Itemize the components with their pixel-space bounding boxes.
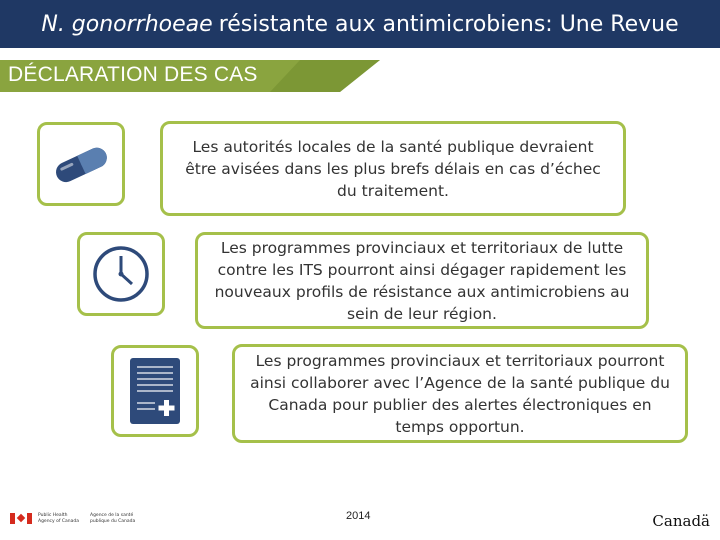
agency-name-fr: Agence de la santé publique du Canada <box>90 513 136 524</box>
icon-box-2 <box>77 232 165 316</box>
icon-box-1 <box>37 122 125 206</box>
card-text-2: Les programmes provinciaux et territoriaux de lutte contre les ITS pourront ainsi dégager rapidement les nouveaux profils de résistance aux antimicrobiens au sein de leur région. <box>195 232 649 329</box>
clock-icon <box>91 244 151 304</box>
section-banner <box>0 60 380 92</box>
pill-capsule-icon <box>46 139 116 189</box>
title-organism: N. gonorrhoeae <box>41 11 213 37</box>
canada-flag-icon <box>10 513 32 524</box>
slide-title-bar <box>0 0 720 48</box>
footer-agency-signature <box>10 513 146 524</box>
medical-document-icon <box>128 356 182 426</box>
card-text-1: Les autorités locales de la santé publique devraient être avisées dans les plus brefs délais en cas d’échec du traitement. <box>160 121 626 216</box>
card-text-3: Les programmes provinciaux et territoriaux pourront ainsi collaborer avec l’Agence de la santé publique du Canada pour publier des alertes électroniques en temps opportun. <box>232 344 688 443</box>
footer-year: 2014 <box>346 510 371 522</box>
title-text: résistante aux antimicrobiens: Une Revue <box>218 11 679 37</box>
agency-name-en: Public Health Agency of Canada <box>38 513 80 524</box>
icon-box-3 <box>111 345 199 437</box>
section-title: DÉCLARATION DES CAS <box>8 63 258 86</box>
canada-wordmark: Canadä <box>652 512 710 530</box>
